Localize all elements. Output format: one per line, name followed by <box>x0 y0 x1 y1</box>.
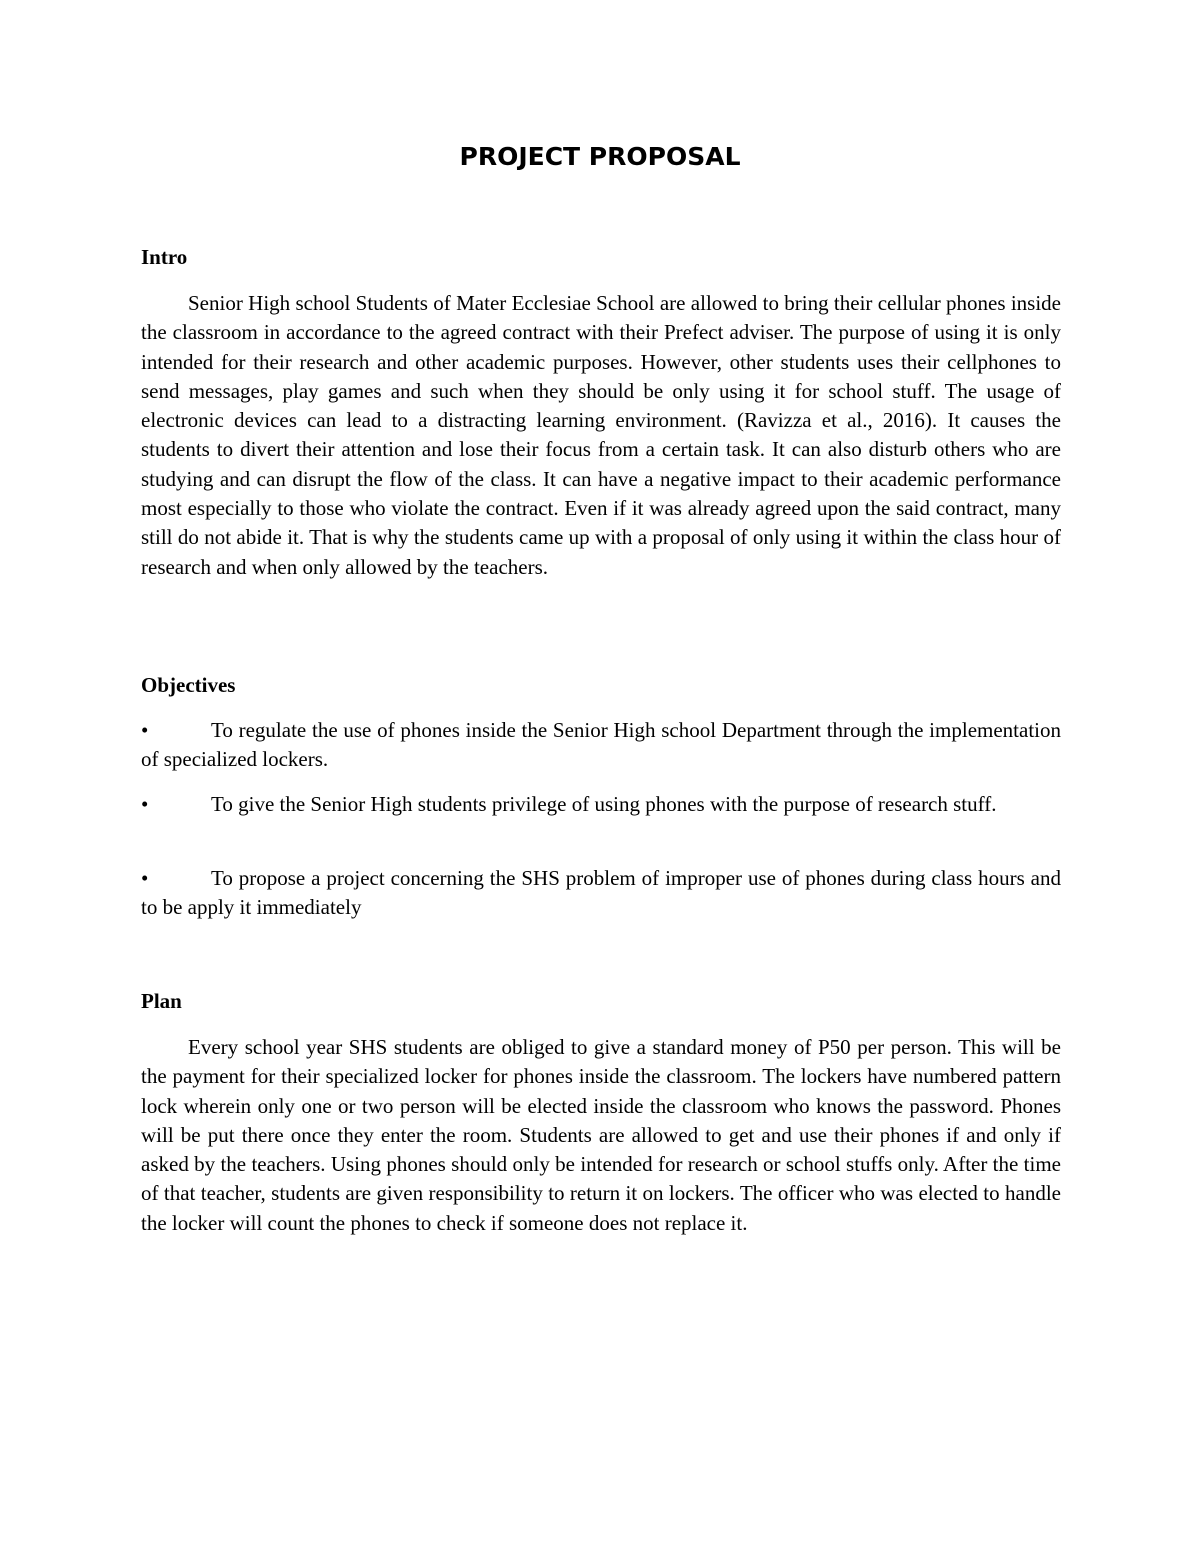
objective-item-3 <box>141 864 1061 922</box>
objective-item-1 <box>141 716 1061 774</box>
objective-item-2 <box>141 790 1061 819</box>
bullet-icon: • <box>141 792 149 816</box>
intro-heading: Intro <box>141 245 188 269</box>
objective-text: To propose a project concerning the SHS problem of improper use of phones during class hours and to be apply it immediately <box>141 866 1061 919</box>
plan-paragraph: Every school year SHS students are obliged to give a standard money of P50 per person. This will be the payment for their specialized locker for phones inside the classroom. The lockers have numbered pattern lock wherein only one or two person will be elected inside the classroom who knows the password. Phones will be put there once they enter the room. Students are allowed to get and use their phones if and only if asked by the teachers. Using phones should only be intended for research or school stuffs only. After the time of that teacher, students are given responsibility to return it on lockers. The officer who was elected to handle the locker will count the phones to check if someone does not replace it. <box>141 1035 1061 1235</box>
objective-text: To give the Senior High students privilege of using phones with the purpose of research stuff. <box>211 792 997 816</box>
document-title: PROJECT PROPOSAL <box>459 142 741 171</box>
plan-heading: Plan <box>141 989 182 1013</box>
objectives-heading: Objectives <box>141 673 236 697</box>
bullet-icon: • <box>141 718 149 742</box>
intro-paragraph: Senior High school Students of Mater Ecclesiae School are allowed to bring their cellular phones inside the classroom in accordance to the agreed contract with their Prefect adviser. The purpose of using it is only intended for their research and other academic purposes. However, other students uses their cellphones to send messages, play games and such when they should be only using it for school stuff. The usage of electronic devices can lead to a distracting learning environment. (Ravizza et al., 2016). It causes the students to divert their attention and lose their focus from a certain task. It can also disturb others who are studying and can disrupt the flow of the class. It can have a negative impact to their academic performance most especially to those who violate the contract. Even if it was already agreed upon the said contract, many still do not abide it. That is why the students came up with a proposal of only using it within the class hour of research and when only allowed by the teachers. <box>141 291 1061 579</box>
bullet-icon: • <box>141 866 149 890</box>
objective-text: To regulate the use of phones inside the Senior High school Department through the implementation of specialized lockers. <box>141 718 1061 771</box>
